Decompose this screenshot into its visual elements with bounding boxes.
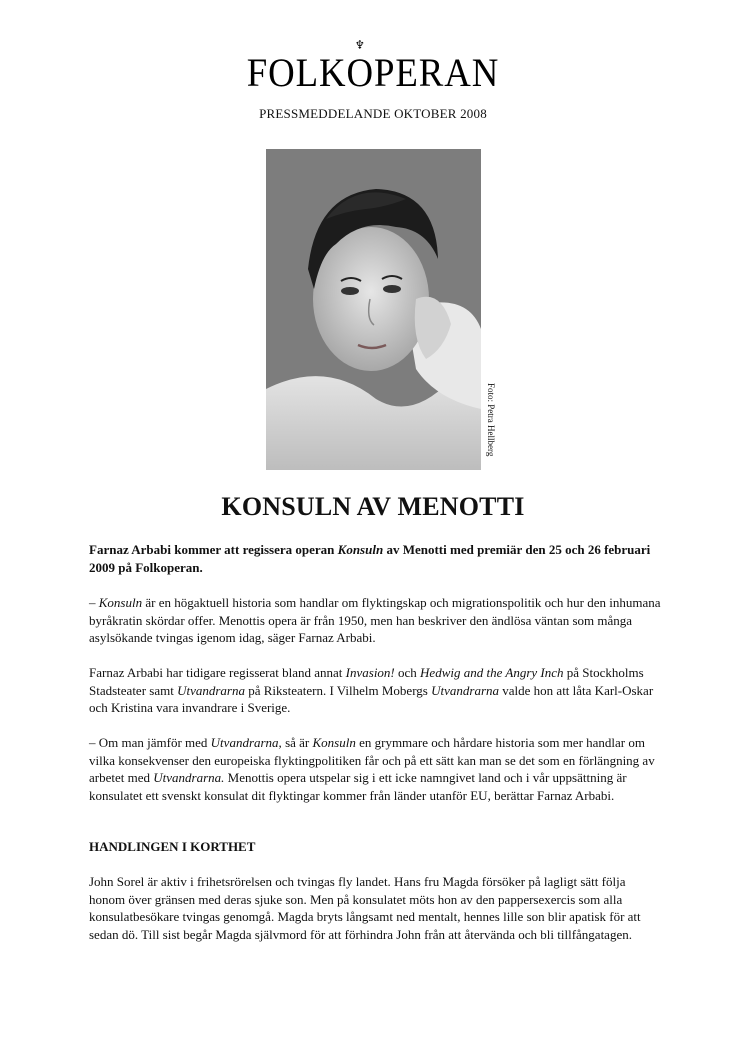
lead-text-3: av Menotti med premiär den 25 och 26 februari 2009 på Folkoperan. — [89, 542, 651, 575]
logo-mark — [346, 38, 375, 98]
section-heading: HANDLINGEN I KORTHET — [89, 839, 256, 854]
photo-credit: Foto: Petra Hellberg — [486, 383, 496, 457]
p3-text-4: Konsuln — [312, 735, 356, 750]
logo-text-left: FOLK — [246, 50, 347, 95]
p2-text-2: Invasion! — [345, 665, 395, 680]
p3-text-5: en grymmare och hårdare historia som mer handlar om vilka konsekvenser den europeiska flyktingpolitiken får och på ett sätt kan man se det som en förlängning av arbetet med — [89, 735, 655, 785]
p3-text-2: Utvandrarna, — [210, 735, 282, 750]
crown-icon: ♆ — [354, 38, 366, 52]
paragraph-2 — [89, 664, 664, 717]
p2-text-3: och — [394, 665, 421, 680]
p2-text-6: Utvandrarna — [177, 682, 245, 698]
p2-text-5: på Stockholms Stadsteater samt — [89, 665, 644, 698]
logo-text-right: PERAN — [374, 50, 500, 95]
portrait-photo — [266, 149, 481, 470]
folkoperan-logo — [30, 38, 716, 98]
p2-text-1: Farnaz Arbabi har tidigare regisserat bland annat — [89, 665, 346, 680]
logo-text-mark: O — [346, 50, 375, 95]
p2-text-4: Hedwig and the Angry Inch — [420, 665, 564, 680]
p3-text-7: Menottis opera utspelar sig i ett icke namngivet land och i vår uppsättning är konsulatet ett svenskt konsulat dit flyktingar kommer från länder utanför EU, berättar Farnaz Arbabi. — [89, 770, 627, 803]
paragraph-3 — [89, 734, 664, 804]
p1-text-2: Konsuln — [98, 595, 143, 610]
lead-paragraph — [89, 541, 664, 576]
page-title: KONSULN AV MENOTTI — [221, 492, 525, 521]
lead-text-1: Farnaz Arbabi kommer att regissera operan — [89, 542, 338, 557]
p3-text-1: – Om man jämför med — [89, 735, 211, 750]
p2-text-8: Utvandrarna — [431, 682, 500, 698]
p3-text-3: så är — [281, 735, 313, 750]
p2-text-7: på Riksteatern. I Vilhelm Mobergs — [244, 682, 432, 698]
portrait-illustration — [266, 149, 481, 470]
lead-text-2: Konsuln — [337, 542, 384, 557]
paragraph-4: John Sorel är aktiv i frihetsrörelsen och tvingas fly landet. Hans fru Magda försöker på lagligt sätt följa honom över gränsen med deras sjuke son. Men på konsulatet möts hon av den pappersexercis som alla konsulatbesökare tvingas genomgå. Magda bryts långsamt ned mentalt, hennes lille son blir apatisk för att sedan dö. Till sist begår Magda självmord för att förhindra John från att återvända och bli tillfångatagen. — [89, 874, 641, 942]
press-release-subtitle: PRESSMEDDELANDE OKTOBER 2008 — [259, 106, 487, 121]
paragraph-1 — [89, 594, 664, 647]
p1-text-1: – — [89, 595, 99, 610]
p1-text-3: är en högaktuell historia som handlar om flyktingskap och migrationspolitik och hur den inhumana byråkratin skördar offer. Menottis opera är från 1950, men han beskriver den ändlösa väntan som många asylsökande tvingas igenom idag, säger Farnaz Arbabi. — [89, 595, 661, 645]
p3-text-6: Utvandrarna. — [153, 770, 225, 785]
p2-text-9: valde hon att låta Karl-Oskar och Kristina vara invandrare i Sverige. — [89, 682, 654, 715]
